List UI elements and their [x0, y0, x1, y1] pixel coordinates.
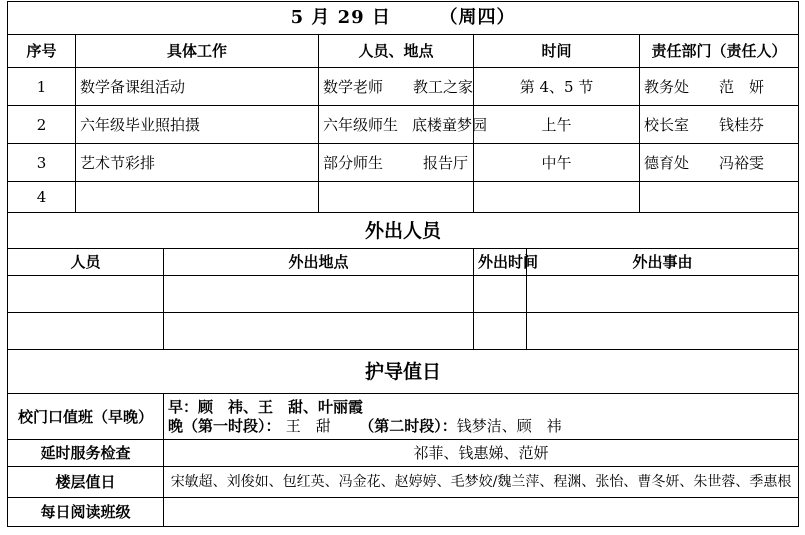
outing-person-cell — [8, 276, 164, 313]
table-row — [8, 144, 799, 182]
row-time: 上午 — [474, 106, 640, 144]
page-title — [8, 2, 799, 35]
service-check-label: 延时服务检查 — [8, 440, 164, 467]
row-time: 中午 — [474, 144, 640, 182]
table-row — [8, 106, 799, 144]
row-dept-name: 校长室 — [644, 115, 690, 134]
row-dept — [640, 68, 799, 106]
outing-header-row — [8, 249, 799, 276]
header-people-place: 人员、地点 — [319, 35, 474, 68]
row-dept — [640, 106, 799, 144]
row-number: 1 — [8, 68, 76, 106]
gate-duty-label: 校门口值班（早晚） — [8, 394, 164, 440]
outing-section-row — [8, 213, 799, 249]
row-person: 六年级师生 — [323, 115, 399, 134]
outing-place-cell — [164, 313, 474, 350]
schedule-header-row — [8, 35, 799, 68]
row-owner: 钱桂芬 — [719, 115, 765, 134]
row-number: 2 — [8, 106, 76, 144]
reading-class-value — [164, 498, 799, 527]
row-work: 六年级毕业照拍摄 — [76, 106, 319, 144]
outing-header-place: 外出地点 — [164, 249, 474, 276]
header-no: 序号 — [8, 35, 76, 68]
gate-duty-evening — [168, 417, 794, 436]
row-work — [76, 182, 319, 213]
table-row — [8, 182, 799, 213]
service-check-value: 祁菲、钱惠娣、范妍 — [164, 440, 799, 467]
row-person: 部分师生 — [323, 153, 384, 172]
gate-duty-row — [8, 394, 799, 440]
header-time: 时间 — [474, 35, 640, 68]
row-people-place — [319, 68, 474, 106]
row-people-place — [319, 182, 474, 213]
row-time — [474, 182, 640, 213]
gate-evening-first-people: 王 甜 — [285, 416, 331, 435]
title-date: 5 月 29 日 — [290, 7, 391, 28]
table-row — [8, 68, 799, 106]
reading-class-label: 每日阅读班级 — [8, 498, 164, 527]
outing-reason-cell — [527, 276, 799, 313]
floor-duty-value: 宋敏超、刘俊如、包红英、冯金花、赵婷婷、毛梦姣/魏兰萍、程渊、张怡、曹冬妍、朱世蓉、季惠根 — [164, 467, 799, 498]
row-dept — [640, 144, 799, 182]
floor-duty-label: 楼层值日 — [8, 467, 164, 498]
row-people-place — [319, 144, 474, 182]
outing-section-title: 外出人员 — [8, 213, 799, 249]
outing-row — [8, 276, 799, 313]
header-work: 具体工作 — [76, 35, 319, 68]
row-place: 教工之家 — [413, 77, 474, 96]
row-dept-name: 德育处 — [644, 153, 690, 172]
gate-evening-second-people: 钱梦洁、顾 祎 — [456, 416, 562, 435]
gate-evening-first-label: 晚（第一时段）： — [168, 416, 281, 435]
outing-place-cell — [164, 276, 474, 313]
row-work: 数学备课组活动 — [76, 68, 319, 106]
gate-duty-value — [164, 394, 799, 440]
row-number: 3 — [8, 144, 76, 182]
outing-person-cell — [8, 313, 164, 350]
title-row — [8, 2, 799, 35]
floor-duty-row — [8, 467, 799, 498]
gate-duty-morning: 早：顾 祎、王 甜、叶丽霞 — [168, 397, 364, 416]
schedule-table — [7, 1, 799, 527]
duty-schedule-sheet — [7, 1, 798, 527]
header-dept: 责任部门（责任人） — [640, 35, 799, 68]
duty-section-row — [8, 350, 799, 394]
service-check-row — [8, 440, 799, 467]
title-weekday: （周四） — [439, 7, 516, 28]
outing-time-cell — [474, 313, 527, 350]
outing-header-reason: 外出事由 — [527, 249, 799, 276]
row-people-place — [319, 106, 488, 144]
duty-section-title: 护导值日 — [8, 350, 799, 394]
row-number: 4 — [8, 182, 76, 213]
outing-header-time: 外出时间 — [474, 249, 527, 276]
row-place: 底楼童梦园 — [412, 115, 488, 134]
row-owner: 冯裕雯 — [719, 153, 765, 172]
reading-class-row — [8, 498, 799, 527]
outing-row — [8, 313, 799, 350]
row-place: 报告厅 — [423, 153, 469, 172]
row-person: 数学老师 — [323, 77, 384, 96]
row-time: 第 4、5 节 — [474, 68, 640, 106]
row-owner: 范 妍 — [719, 77, 765, 96]
outing-time-cell — [474, 276, 527, 313]
gate-evening-second-label: （第二时段）： — [359, 416, 457, 435]
row-work: 艺术节彩排 — [76, 144, 319, 182]
row-dept — [640, 182, 799, 213]
outing-reason-cell — [527, 313, 799, 350]
outing-header-person: 人员 — [8, 249, 164, 276]
row-dept-name: 教务处 — [644, 77, 690, 96]
